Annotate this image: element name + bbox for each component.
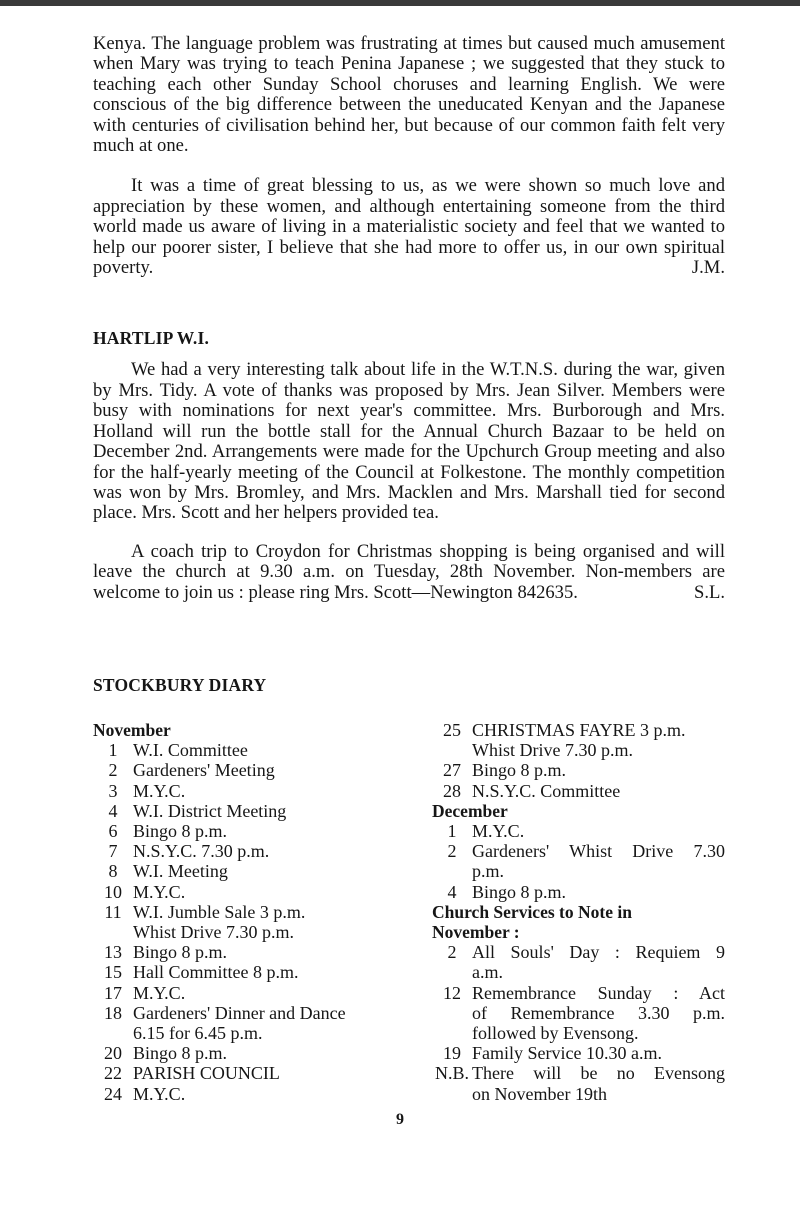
diary-event-line: Bingo 8 p.m. [472, 760, 567, 781]
diary-entry [93, 902, 403, 942]
diary-entry [93, 781, 403, 801]
diary-event-line: N.S.Y.C. Committee [472, 780, 621, 801]
signature: J.M. [691, 257, 725, 279]
page-top-border [0, 0, 800, 6]
diary-event-line: 6.15 for 6.45 p.m. [133, 1023, 263, 1044]
diary-entry [93, 841, 403, 861]
diary-column-right [432, 720, 725, 1104]
diary-event-line: M.Y.C. [133, 780, 186, 801]
diary-event [133, 821, 403, 841]
diary-day: 27 [443, 760, 461, 781]
diary-event [472, 1063, 725, 1103]
diary-event [472, 983, 725, 1044]
diary-event [133, 861, 403, 881]
diary-event [133, 1043, 403, 1063]
diary-entry [93, 962, 403, 982]
services-label: Church Services to Note in [432, 901, 632, 922]
diary-event-line: W.I. District Meeting [133, 800, 287, 821]
diary-entry [432, 821, 725, 841]
diary-day: 4 [108, 800, 118, 821]
diary-event [472, 942, 725, 982]
article-paragraph-text: It was a time of great blessing to us, as we were shown so much love and appreciation by these women, and although entertaining someone from the third world made us aware of living in a materialistic society and feel that we wanted to help our poorer sister, I believe that she had more to offer us, in our own spiritual poverty. [93, 175, 725, 279]
diary-event-line: Gardeners' Whist Drive 7.30 [472, 841, 725, 862]
article-paragraph: Kenya. The language problem was frustrating at times but caused much amusement when Mary was trying to teach Penina Japanese ; we suggested that they stuck to teaching each other Sunday School choruses and learning English. We were conscious of the big difference between the uneducated Kenyan and the Japanese with centuries of civilisation behind her, but because of our common faith felt very much at one. [93, 33, 725, 157]
services-list [432, 942, 725, 1104]
diary-day: 13 [104, 942, 122, 963]
diary-entry [93, 1043, 403, 1063]
diary-day: 6 [108, 821, 118, 842]
diary-entry [432, 882, 725, 902]
diary-day: 4 [447, 881, 457, 902]
diary-heading: STOCKBURY DIARY [93, 675, 267, 695]
diary-entry [93, 801, 403, 821]
diary-entry [432, 1063, 725, 1103]
diary-day: 24 [104, 1083, 122, 1104]
diary-event [133, 902, 403, 942]
services-label: November : [432, 922, 520, 943]
month-label: November [93, 720, 171, 740]
diary-entry [432, 983, 725, 1044]
diary-day: 1 [447, 821, 457, 842]
diary-entry [432, 1043, 725, 1063]
signature: S.L. [694, 581, 725, 603]
diary-event [133, 1063, 403, 1083]
diary-event [133, 841, 403, 861]
diary-day: 18 [104, 1002, 122, 1023]
diary-day: 8 [108, 861, 118, 882]
diary-event-line: M.Y.C. [472, 821, 525, 842]
diary-event [133, 801, 403, 821]
november-continued-list [432, 720, 725, 801]
diary-entry [93, 1063, 403, 1083]
diary-event [133, 1084, 403, 1104]
diary-event-line: W.I. Committee [133, 740, 248, 761]
diary-event-line: W.I. Jumble Sale 3 p.m. [133, 901, 306, 922]
hartlip-paragraph [93, 542, 725, 603]
diary-entry [93, 1003, 403, 1043]
diary-event [472, 760, 725, 780]
diary-entry [93, 740, 403, 760]
diary-day: 12 [443, 982, 461, 1003]
diary-event-line: a.m. [472, 962, 503, 983]
diary-event-line: All Souls' Day : Requiem 9 [472, 942, 725, 963]
diary-event [133, 740, 403, 760]
diary-entry [432, 841, 725, 881]
diary-entry [432, 942, 725, 982]
diary-day: 19 [443, 1043, 461, 1064]
diary-entry [93, 821, 403, 841]
diary-event [133, 760, 403, 780]
diary-event-line: W.I. Meeting [133, 861, 228, 882]
diary-day: 22 [104, 1063, 122, 1084]
diary-event-line: followed by Evensong. [472, 1023, 639, 1044]
diary-day: 7 [108, 841, 118, 862]
diary-day: 25 [443, 720, 461, 740]
diary-day: 17 [104, 982, 122, 1003]
diary-event-line: Bingo 8 p.m. [133, 821, 228, 842]
diary-event-line: M.Y.C. [133, 982, 186, 1003]
diary-entry [93, 942, 403, 962]
diary-entry [432, 760, 725, 780]
diary-day: 28 [443, 780, 461, 801]
diary-day: 15 [104, 962, 122, 983]
diary-event-line: Gardeners' Dinner and Dance [133, 1002, 346, 1023]
diary-event [472, 841, 725, 881]
diary-day: 2 [108, 760, 118, 781]
diary-event [472, 720, 725, 760]
diary-event-line: of Remembrance 3.30 p.m. [472, 1002, 725, 1023]
diary-day: 3 [108, 780, 118, 801]
diary-event-line: PARISH COUNCIL [133, 1063, 280, 1084]
diary-event-line: There will be no Evensong [472, 1063, 725, 1084]
diary-entry [432, 781, 725, 801]
diary-entry [93, 882, 403, 902]
diary-entry [93, 760, 403, 780]
diary-event-line: Gardeners' Meeting [133, 760, 275, 781]
month-label: December [432, 800, 508, 821]
diary-event-line: CHRISTMAS FAYRE 3 p.m. [472, 720, 686, 740]
diary-entry [93, 1084, 403, 1104]
section-heading: HARTLIP W.I. [93, 328, 210, 349]
article-text [93, 34, 725, 603]
diary-event [133, 1003, 403, 1043]
article-paragraph [93, 176, 725, 278]
diary-day: 2 [447, 841, 457, 862]
diary-entry [93, 861, 403, 881]
diary-event-line: M.Y.C. [133, 1083, 186, 1104]
diary-day: 2 [447, 942, 457, 963]
diary-event [472, 1043, 725, 1063]
diary-day: 1 [108, 740, 118, 761]
diary-day: 11 [104, 901, 122, 922]
diary-entry [93, 983, 403, 1003]
diary-event-line: Whist Drive 7.30 p.m. [133, 922, 294, 943]
page-number: 9 [396, 1111, 404, 1128]
diary-day: 20 [104, 1043, 122, 1064]
diary-entry [432, 720, 725, 760]
diary-event [472, 821, 725, 841]
hartlip-paragraph: We had a very interesting talk about life in the W.T.N.S. during the war, given by Mrs. Tidy. A vote of thanks was proposed by Mrs. Jean Silver. Members were busy with nominations for next year's committee. Mrs. Burborough and Mrs. Holland will run the bottle stall for the Annual Church Bazaar to be held on December 2nd. Arrangements were made for the Upchurch Group meeting and also for the half-yearly meeting of the Council at Folkestone. The monthly competition was won by Mrs. Bromley, and Mrs. Macklen and Mrs. Marshall tied for second place. Mrs. Scott and her helpers provided tea. [93, 359, 725, 524]
diary-event-line: Bingo 8 p.m. [133, 1043, 228, 1064]
diary-event-line: Family Service 10.30 a.m. [472, 1043, 662, 1064]
hartlip-paragraph-text: A coach trip to Croydon for Christmas shopping is being organised and will leave the church at 9.30 a.m. on Tuesday, 28th November. Non-members are welcome to join us : please ring Mrs. Scott—Newington 842635. [93, 540, 725, 603]
diary-event [133, 983, 403, 1003]
diary-event-line: Bingo 8 p.m. [472, 881, 567, 902]
diary-event-line: N.S.Y.C. 7.30 p.m. [133, 841, 270, 862]
diary-event [133, 962, 403, 982]
diary-event-line: Whist Drive 7.30 p.m. [472, 740, 633, 761]
diary-event-line: Remembrance Sunday : Act [472, 982, 725, 1003]
diary-event-line: p.m. [472, 861, 505, 882]
diary-event-line: Bingo 8 p.m. [133, 942, 228, 963]
diary-event-line: M.Y.C. [133, 881, 186, 902]
diary-event [472, 781, 725, 801]
diary-event [133, 882, 403, 902]
december-list [432, 821, 725, 902]
diary-event-line: Hall Committee 8 p.m. [133, 962, 299, 983]
november-list [93, 740, 403, 1104]
diary-event [472, 882, 725, 902]
diary-day: 10 [104, 881, 122, 902]
diary-event [133, 942, 403, 962]
diary-event [133, 781, 403, 801]
diary-event-line: on November 19th [472, 1083, 607, 1104]
diary-day: N.B. [434, 1063, 469, 1084]
diary-column-left [93, 720, 403, 1104]
